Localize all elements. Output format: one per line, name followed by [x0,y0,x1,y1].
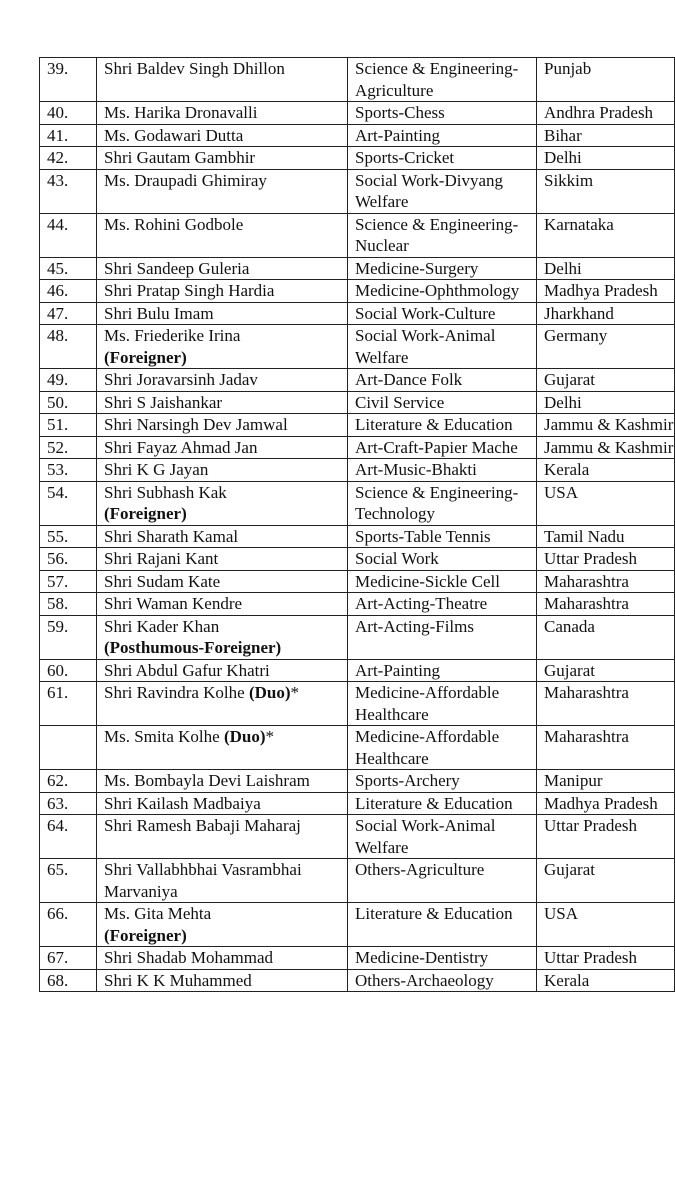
table-row [40,659,675,682]
state-country-cell: Maharashtra [537,570,675,593]
field-cell: Medicine-Affordable Healthcare [348,682,537,726]
serial-number-cell: 41. [40,124,97,147]
awardee-name: Shri K G Jayan [104,460,209,479]
state-country-cell: Sikkim [537,169,675,213]
awardee-name: Shri K K Muhammed [104,970,252,990]
table-row [40,369,675,392]
field-cell: Others-Archaeology [348,969,537,992]
serial-number-cell: 51. [40,414,97,437]
awardee-name-cell [97,859,348,903]
table-row [40,947,675,970]
awardee-name-cell [97,436,348,459]
awardee-name-cell [97,969,348,992]
awardee-category-tag: (Posthumous-Foreigner) [104,638,282,657]
serial-number-cell: 55. [40,525,97,548]
table-row [40,726,675,770]
serial-number-cell: 61. [40,682,97,726]
state-country-cell: Jharkhand [537,302,675,325]
awardee-name-cell [97,726,348,770]
field-cell: Art-Painting [348,659,537,682]
serial-number-cell: 63. [40,792,97,815]
table-row [40,969,675,992]
state-country-cell: Uttar Pradesh [537,947,675,970]
state-country-cell: Delhi [537,391,675,414]
field-cell: Social Work-Divyang Welfare [348,169,537,213]
table-row [40,213,675,257]
footnote-asterisk: * [265,727,275,746]
field-cell: Literature & Education [348,414,537,437]
awardee-name: Shri Bulu Imam [104,303,214,323]
state-country-cell: Gujarat [537,369,675,392]
awardee-name: Ms. Smita Kolhe [104,727,220,746]
table-row [40,770,675,793]
state-country-cell: Manipur [537,770,675,793]
duo-label: (Duo) [248,683,291,702]
awardee-name-cell [97,615,348,659]
awardee-name: Shri Ramesh Babaji Maharaj [104,816,301,835]
awardee-name-cell [97,147,348,170]
awardee-name-cell [97,169,348,213]
awardee-name: Shri Fayaz Ahmad Jan [104,437,258,457]
state-country-cell: Jammu & Kashmir [537,436,675,459]
field-cell: Others-Agriculture [348,859,537,903]
awardee-name: Shri Abdul Gafur Khatri [104,660,270,680]
table-row [40,58,675,102]
awardee-name-cell [97,548,348,571]
field-cell: Literature & Education [348,792,537,815]
table-row [40,391,675,414]
state-country-cell: Kerala [537,459,675,482]
awardee-name: Shri Pratap Singh Hardia [104,281,275,300]
state-country-cell: Uttar Pradesh [537,815,675,859]
serial-number-cell: 40. [40,102,97,125]
field-cell: Medicine-Ophthmology [348,280,537,303]
field-cell: Social Work-Animal Welfare [348,325,537,369]
footnote-asterisk: * [290,683,300,702]
awardee-name: Shri Sudam Kate [104,571,221,591]
state-country-cell: Gujarat [537,659,675,682]
serial-number-cell: 53. [40,459,97,482]
state-country-cell: USA [537,481,675,525]
awardee-name-cell [97,682,348,726]
awardee-name: Shri Gautam Gambhir [104,148,256,167]
awardee-name: Shri Vallabhbhai Vasrambhai Marvaniya [104,860,302,901]
awardee-name-cell [97,570,348,593]
awardee-name: Shri Rajani Kant [104,549,219,568]
state-country-cell: Maharashtra [537,593,675,616]
field-cell: Medicine-Surgery [348,257,537,280]
field-cell: Art-Craft-Papier Mache [348,436,537,459]
table-row [40,302,675,325]
table-row [40,525,675,548]
state-country-cell: Jammu & Kashmir [537,414,675,437]
serial-number-cell: 46. [40,280,97,303]
serial-number-cell: 56. [40,548,97,571]
awardee-name: Shri Joravarsinh Jadav [104,370,258,389]
serial-number-cell: 58. [40,593,97,616]
awardee-name: Ms. Godawari Dutta [104,125,244,145]
awardee-name-cell [97,102,348,125]
awardee-name: Shri Narsingh Dev Jamwal [104,415,288,434]
state-country-cell: Maharashtra [537,726,675,770]
awardee-name: Shri Sharath Kamal [104,526,239,546]
awardee-name: Shri Shadab Mohammad [104,948,274,967]
duo-label: (Duo) [223,727,266,746]
serial-number-cell: 45. [40,257,97,280]
awardee-name: Ms. Bombayla Devi Laishram [104,771,310,790]
field-cell: Art-Acting-Films [348,615,537,659]
awardee-name: Shri Subhash Kak [104,482,227,502]
awardee-name: Shri Ravindra Kolhe [104,683,245,702]
awardee-name-cell [97,213,348,257]
field-cell: Sports-Cricket [348,147,537,170]
serial-number-cell: 67. [40,947,97,970]
field-cell: Sports-Table Tennis [348,525,537,548]
awardee-name: Shri Kader Khan [104,616,220,636]
serial-number-cell: 52. [40,436,97,459]
table-row [40,548,675,571]
table-row [40,615,675,659]
awardee-name-cell [97,481,348,525]
table-row [40,147,675,170]
awardee-name-cell [97,792,348,815]
state-country-cell: Andhra Pradesh [537,102,675,125]
table-row [40,903,675,947]
awardees-table-body [40,58,675,992]
awardee-name-cell [97,459,348,482]
serial-number-cell: 48. [40,325,97,369]
serial-number-cell: 62. [40,770,97,793]
awardee-name: Ms. Rohini Godbole [104,214,244,234]
awardee-category-tag: (Foreigner) [104,347,187,367]
table-row [40,593,675,616]
field-cell: Science & Engineering-Nuclear [348,213,537,257]
field-cell: Sports-Chess [348,102,537,125]
awardee-name: Ms. Harika Dronavalli [104,103,258,122]
serial-number-cell: 66. [40,903,97,947]
field-cell: Art-Acting-Theatre [348,593,537,616]
awardee-name-cell [97,369,348,392]
table-row [40,257,675,280]
field-cell: Medicine-Affordable Healthcare [348,726,537,770]
table-row [40,481,675,525]
table-row [40,436,675,459]
awardee-name-cell [97,903,348,947]
awardee-name: Shri Kailash Madbaiya [104,793,261,813]
awardee-name: Ms. Draupadi Ghimiray [104,170,267,190]
serial-number-cell: 44. [40,213,97,257]
state-country-cell: Delhi [537,257,675,280]
awardee-name: Ms. Gita Mehta [104,904,212,923]
state-country-cell: Tamil Nadu [537,525,675,548]
table-row [40,414,675,437]
serial-number-cell: 65. [40,859,97,903]
state-country-cell: Madhya Pradesh [537,792,675,815]
state-country-cell: Karnataka [537,213,675,257]
serial-number-cell: 59. [40,615,97,659]
table-row [40,570,675,593]
serial-number-cell: 60. [40,659,97,682]
state-country-cell: Germany [537,325,675,369]
field-cell: Medicine-Dentistry [348,947,537,970]
field-cell: Social Work [348,548,537,571]
table-row [40,169,675,213]
state-country-cell: Madhya Pradesh [537,280,675,303]
field-cell: Art-Painting [348,124,537,147]
state-country-cell: Gujarat [537,859,675,903]
awardee-category-tag: (Foreigner) [104,504,187,523]
awardee-name-cell [97,525,348,548]
field-cell: Medicine-Sickle Cell [348,570,537,593]
state-country-cell: Kerala [537,969,675,992]
table-row [40,792,675,815]
serial-number-cell: 42. [40,147,97,170]
state-country-cell: Bihar [537,124,675,147]
awardee-name-cell [97,58,348,102]
table-row [40,280,675,303]
awardee-name: Shri Baldev Singh Dhillon [104,59,285,78]
table-row [40,325,675,369]
awardee-name: Shri Waman Kendre [104,594,243,613]
awardee-name-cell [97,414,348,437]
serial-number-cell: 57. [40,570,97,593]
state-country-cell: Uttar Pradesh [537,548,675,571]
state-country-cell: Punjab [537,58,675,102]
serial-number-cell: 64. [40,815,97,859]
awardee-name-cell [97,659,348,682]
awardee-name-cell [97,947,348,970]
awardee-name-cell [97,302,348,325]
awardee-name-cell [97,593,348,616]
awardee-name-cell [97,770,348,793]
awardee-name-cell [97,280,348,303]
serial-number-cell: 68. [40,969,97,992]
serial-number-cell: 43. [40,169,97,213]
table-row [40,459,675,482]
table-row [40,682,675,726]
awardee-name-cell [97,257,348,280]
field-cell: Sports-Archery [348,770,537,793]
table-row [40,124,675,147]
serial-number-cell: 50. [40,391,97,414]
field-cell: Social Work-Animal Welfare [348,815,537,859]
serial-number-cell: 39. [40,58,97,102]
awardees-table [39,57,675,992]
table-row [40,815,675,859]
field-cell: Social Work-Culture [348,302,537,325]
awardee-category-tag: (Foreigner) [104,925,187,945]
serial-number-cell: 47. [40,302,97,325]
serial-number-cell [40,726,97,770]
awardee-name: Ms. Friederike Irina [104,326,241,345]
awardee-name-cell [97,325,348,369]
awardee-name: Shri S Jaishankar [104,392,223,412]
field-cell: Literature & Education [348,903,537,947]
field-cell: Art-Music-Bhakti [348,459,537,482]
table-row [40,102,675,125]
state-country-cell: Canada [537,615,675,659]
field-cell: Art-Dance Folk [348,369,537,392]
field-cell: Science & Engineering-Agriculture [348,58,537,102]
awardee-name: Shri Sandeep Guleria [104,258,250,278]
awardee-name-cell [97,815,348,859]
field-cell: Science & Engineering-Technology [348,481,537,525]
table-row [40,859,675,903]
serial-number-cell: 49. [40,369,97,392]
field-cell: Civil Service [348,391,537,414]
awardee-name-cell [97,124,348,147]
awardee-name-cell [97,391,348,414]
state-country-cell: Maharashtra [537,682,675,726]
serial-number-cell: 54. [40,481,97,525]
state-country-cell: Delhi [537,147,675,170]
state-country-cell: USA [537,903,675,947]
